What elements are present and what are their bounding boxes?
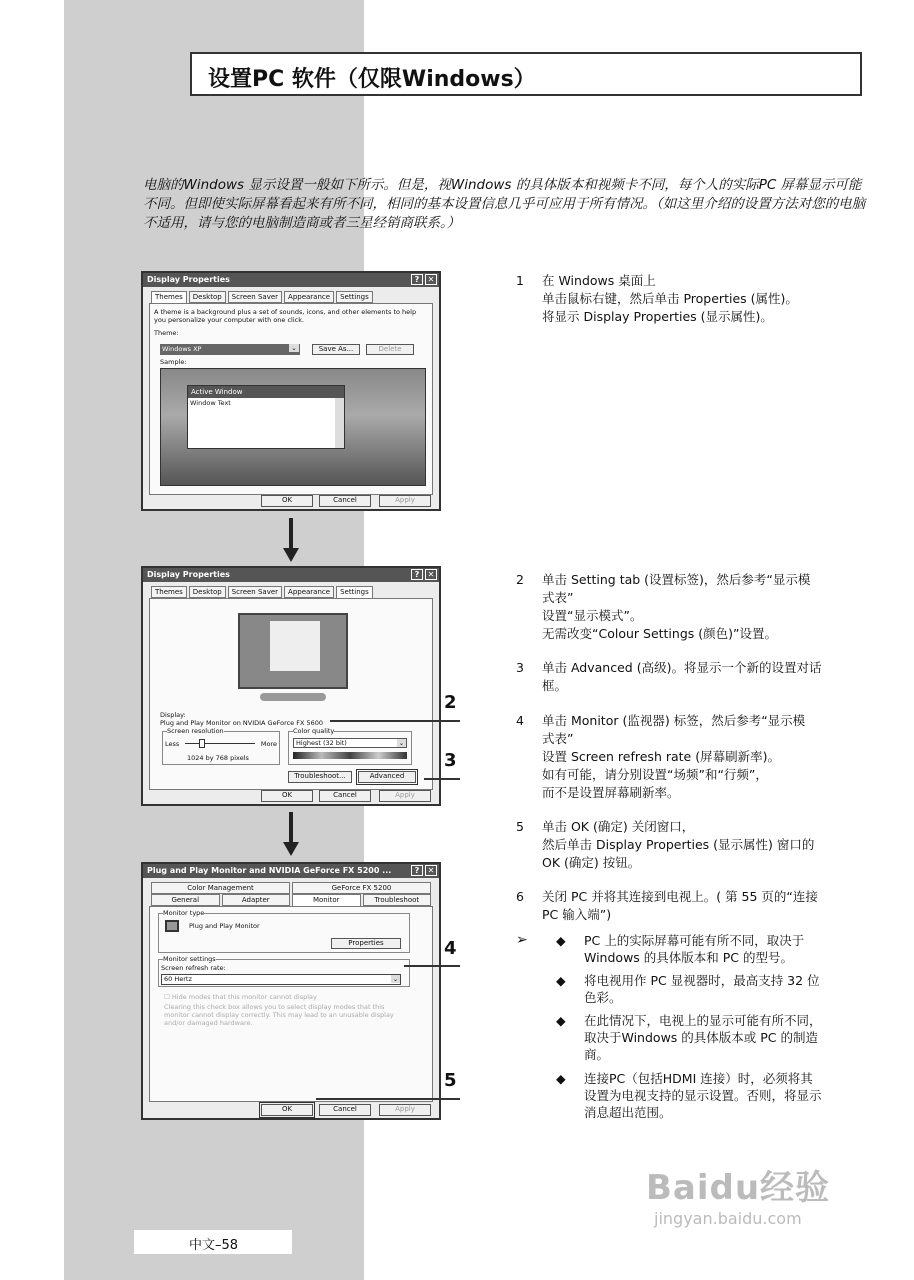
callout-4: 4 (444, 938, 457, 959)
page-title: 设置PC 软件（仅限Windows） (190, 52, 862, 96)
sample-window-title: Active Window (188, 386, 344, 398)
step-line: 式表” (542, 731, 574, 746)
step-text (542, 818, 861, 872)
bullet-icon: ◆ (556, 1013, 566, 1028)
tab-screen-saver[interactable]: Screen Saver (228, 291, 282, 303)
color-quality-select[interactable]: Highest (32 bit) ⌄ (293, 738, 407, 748)
callout-line (330, 720, 460, 722)
chevron-down-icon: ⌄ (398, 739, 405, 747)
step-3 (516, 659, 861, 695)
close-icon[interactable]: ✕ (425, 865, 437, 876)
tab-strip-row1 (143, 878, 439, 894)
step-line: 单击 OK (确定) 关闭窗口， (542, 819, 695, 834)
color-bar (293, 752, 407, 759)
tab-settings[interactable]: Settings (336, 291, 373, 303)
step-2 (516, 571, 861, 643)
resolution-value: 1024 by 768 pixels (187, 754, 249, 762)
note-line: 在此情况下，电视上的显示可能有所不同， (584, 1013, 822, 1028)
refresh-rate-label: Screen refresh rate: (161, 964, 226, 972)
step-line: 无需改变“Colour Settings (颜色)”设置。 (542, 626, 777, 641)
tab-appearance[interactable]: Appearance (284, 586, 334, 598)
ok-button[interactable]: OK (261, 790, 313, 802)
step-line: 式表” (542, 590, 574, 605)
tab-screen-saver[interactable]: Screen Saver (228, 586, 282, 598)
save-as-button[interactable]: Save As... (312, 344, 360, 355)
note-line: 将电视用作 PC 显视器时，最高支持 32 位 (584, 973, 820, 988)
refresh-rate-select[interactable]: 60 Hertz ⌄ (161, 974, 401, 985)
apply-button[interactable]: Apply (379, 1104, 431, 1116)
troubleshoot-button[interactable]: Troubleshoot... (288, 771, 352, 783)
watermark-url: jingyan.baidu.com (654, 1209, 802, 1228)
left-margin-strip (64, 155, 124, 1205)
callout-5: 5 (444, 1070, 457, 1091)
scrollbar (335, 398, 344, 448)
help-icon[interactable]: ? (411, 274, 423, 285)
resolution-label: Screen resolution (167, 727, 224, 735)
monitor-name: Plug and Play Monitor (189, 922, 260, 930)
page-number: 中文–58 (134, 1230, 292, 1254)
step-line: 关闭 PC 并将其连接到电视上。( 第 55 页的“连接 (542, 889, 818, 904)
theme-description: A theme is a background plus a set of sounds, icons, and other elements to help you personalize your computer with one click. (154, 308, 417, 324)
tab-monitor[interactable]: Monitor (292, 894, 361, 906)
step-line: 单击 Advanced (高级)。将显示一个新的设置对话 (542, 660, 822, 675)
note-line: 商。 (584, 1047, 610, 1062)
down-arrow-icon (283, 812, 299, 856)
callout-line (404, 965, 460, 967)
intro-paragraph: 电脑的Windows 显示设置一般如下所示。但是，视Windows 的具体版本和视频卡不同，每个人的实际PC 屏幕显示可能不同。但即使实际屏幕看起来有所不同，相同的基本设置信息几乎可应用于所有情况。（如这里介绍的设置方法对您的电脑不适用，请与您的电脑制造商或者三星经销商联系。） (143, 177, 866, 231)
display-label: Display: (160, 711, 186, 719)
chevron-down-icon: ⌄ (392, 975, 399, 983)
window-title: Display Properties (147, 570, 230, 579)
note-text (584, 1012, 856, 1063)
step-6 (516, 888, 861, 924)
step-text (542, 659, 861, 695)
note-text (584, 932, 856, 966)
note-line: PC 上的实际屏幕可能有所不同，取决于 (584, 933, 805, 948)
theme-select[interactable]: Windows XP ⌄ (160, 344, 300, 355)
bullet-icon: ◆ (556, 973, 566, 988)
more-label: More (260, 740, 277, 748)
step-1 (516, 272, 861, 326)
window-titlebar (143, 568, 439, 582)
watermark-brand: Baidu经验 (646, 1168, 831, 1208)
step-line: OK (确定) 按钮。 (542, 855, 641, 870)
step-number: 1 (516, 273, 524, 288)
monitor-icon (165, 920, 179, 932)
display-value: Plug and Play Monitor on NVIDIA GeForce FX 5600 (160, 719, 324, 727)
monitor-settings-label: Monitor settings (163, 955, 216, 963)
close-icon[interactable]: ✕ (425, 569, 437, 580)
sample-window-text: Window Text (190, 399, 231, 407)
tab-appearance[interactable]: Appearance (284, 291, 334, 303)
step-number: 3 (516, 660, 524, 675)
display-properties-settings-screenshot (141, 566, 441, 806)
callout-line (424, 778, 460, 780)
monitor-type-group (158, 909, 410, 953)
tab-themes[interactable]: Themes (151, 586, 187, 598)
step-number: 2 (516, 572, 524, 587)
sample-active-window (187, 385, 345, 449)
step-line: 然后单击 Display Properties (显示属性) 窗口的 (542, 837, 815, 852)
properties-button[interactable]: Properties (331, 938, 401, 949)
step-line: 单击 Monitor (监视器) 标签，然后参考“显示模 (542, 713, 806, 728)
less-label: Less (165, 740, 180, 748)
watermark (646, 1160, 830, 1228)
bullet-icon: ◆ (556, 1071, 566, 1086)
step-line: PC 输入端”) (542, 907, 612, 922)
tab-themes[interactable]: Themes (151, 291, 187, 303)
tab-troubleshoot[interactable]: Troubleshoot (363, 894, 432, 906)
step-text (542, 712, 861, 802)
note-line: Windows 的具体版本和 PC 的型号。 (584, 950, 793, 965)
step-line: 如有可能，请分别设置“场频”和“行频”， (542, 767, 768, 782)
tab-color-management[interactable]: Color Management (151, 882, 290, 894)
tab-geforce-fx-5200[interactable]: GeForce FX 5200 (292, 882, 431, 894)
slider-handle[interactable] (199, 739, 205, 748)
step-line: 在 Windows 桌面上 (542, 273, 656, 288)
note-item (556, 972, 856, 1006)
note-arrow-icon: ➢ (516, 932, 528, 948)
tab-desktop[interactable]: Desktop (189, 586, 226, 598)
cancel-button[interactable]: Cancel (319, 1104, 371, 1116)
step-number: 5 (516, 819, 524, 834)
callout-line (316, 1098, 460, 1100)
advanced-button[interactable]: Advanced (358, 771, 416, 783)
window-title: Display Properties (147, 275, 230, 284)
sample-preview (160, 368, 426, 486)
step-line: 而不是设置屏幕刷新率。 (542, 785, 680, 800)
monitor-preview-icon (238, 613, 348, 689)
cancel-button[interactable]: Cancel (319, 495, 371, 507)
window-titlebar (143, 273, 439, 287)
note-text (584, 972, 856, 1006)
step-text (542, 888, 861, 924)
hide-modes-checkbox[interactable]: ☐ Hide modes that this monitor cannot display (164, 993, 317, 1001)
hide-modes-description: Clearing this check box allows you to select display modes that this monitor cannot display correctly. This may lead to an unusable display and/or damaged hardware. (164, 1003, 394, 1027)
display-properties-themes-screenshot (141, 271, 441, 511)
callout-2: 2 (444, 692, 457, 713)
window-titlebar (143, 864, 439, 878)
monitor-settings-group (158, 955, 410, 987)
step-text (542, 571, 861, 643)
tab-strip (143, 287, 439, 303)
step-4 (516, 712, 861, 802)
note-line: 色彩。 (584, 990, 622, 1005)
note-text (584, 1070, 856, 1121)
step-number: 4 (516, 713, 524, 728)
step-5 (516, 818, 861, 872)
resolution-slider[interactable] (185, 743, 255, 744)
tab-desktop[interactable]: Desktop (189, 291, 226, 303)
tab-general[interactable]: General (151, 894, 220, 906)
note-item (556, 1012, 856, 1063)
note-line: 设置为电视支持的显示设置。否则，将显示 (584, 1088, 822, 1103)
step-line: 将显示 Display Properties (显示属性)。 (542, 309, 773, 324)
note-line: 取决于Windows 的具体版本或 PC 的制造 (584, 1030, 818, 1045)
apply-button[interactable]: Apply (379, 790, 431, 802)
close-icon[interactable]: ✕ (425, 274, 437, 285)
cancel-button[interactable]: Cancel (319, 790, 371, 802)
callout-3: 3 (444, 750, 457, 771)
color-quality-group (288, 727, 412, 765)
delete-button[interactable]: Delete (366, 344, 414, 355)
tab-strip (143, 582, 439, 598)
step-line: 框。 (542, 678, 568, 693)
step-text (542, 272, 861, 326)
sample-label: Sample: (160, 358, 187, 366)
note-line: 连接PC（包括HDMI 连接）时，必须将其 (584, 1071, 813, 1086)
bullet-icon: ◆ (556, 933, 566, 948)
help-icon[interactable]: ? (411, 865, 423, 876)
note-item (556, 1070, 856, 1121)
theme-label: Theme: (154, 329, 179, 337)
step-line: 设置“显示模式”。 (542, 608, 643, 623)
help-icon[interactable]: ? (411, 569, 423, 580)
chevron-down-icon: ⌄ (289, 344, 299, 352)
tab-settings[interactable]: Settings (336, 586, 373, 598)
step-line: 单击 Setting tab (设置标签)，然后参考“显示模 (542, 572, 811, 587)
down-arrow-icon (283, 518, 299, 562)
note-line: 消息超出范围。 (584, 1105, 672, 1120)
monitor-stand (260, 693, 326, 701)
ok-button[interactable]: OK (261, 1104, 313, 1116)
monitor-properties-screenshot (141, 862, 441, 1120)
screen-resolution-group (162, 727, 280, 765)
color-quality-label: Color quality (293, 727, 335, 735)
note-item (556, 932, 856, 966)
window-title: Plug and Play Monitor and NVIDIA GeForce FX 5200 ... (147, 866, 392, 875)
tab-adapter[interactable]: Adapter (222, 894, 291, 906)
ok-button[interactable]: OK (261, 495, 313, 507)
tab-strip-row2 (143, 894, 439, 906)
apply-button[interactable]: Apply (379, 495, 431, 507)
step-number: 6 (516, 889, 524, 904)
step-line: 单击鼠标右键，然后单击 Properties (属性)。 (542, 291, 798, 306)
monitor-type-label: Monitor type (163, 909, 205, 917)
step-line: 设置 Screen refresh rate (屏幕刷新率)。 (542, 749, 780, 764)
